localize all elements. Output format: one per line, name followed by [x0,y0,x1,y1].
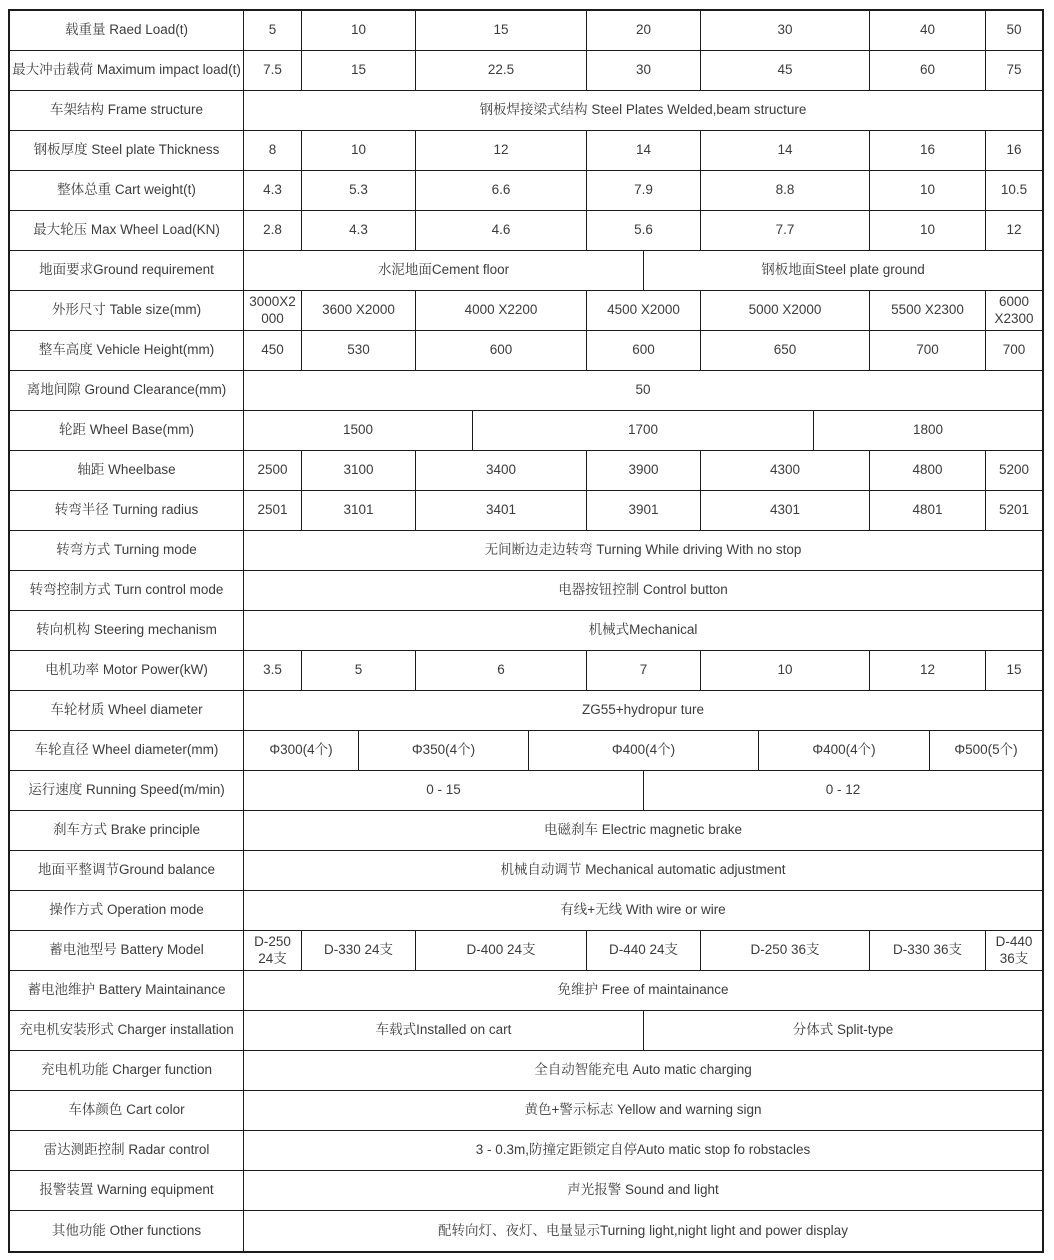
table-row-cart-color [10,1091,1042,1131]
table-row-operation-mode [10,891,1042,931]
spec-value: 机械自动调节 Mechanical automatic adjustment [500,862,786,878]
spec-value: 5000 X2000 [701,291,870,330]
spec-value: 有线+无线 With wire or wire [560,902,726,918]
spec-value: 30 [701,11,870,50]
table-row-frame-structure [10,91,1042,131]
spec-value: 3900 [587,451,701,490]
table-row-charger-function [10,1051,1042,1091]
spec-value: 10 [701,651,870,690]
spec-value: 钢板地面Steel plate ground [761,262,925,278]
row-label-turning-mode: 转弯方式 Turning mode [10,531,244,570]
spec-value: 650 [701,331,870,370]
table-row-wheelbase [10,451,1042,491]
spec-value: 电磁刹车 Electric magnetic brake [543,822,743,838]
spec-value: 0 - 15 [244,771,644,810]
spec-value: 3401 [416,491,587,530]
row-label-operation-mode: 操作方式 Operation mode [10,891,244,930]
spec-value: 30 [587,51,701,90]
table-row-turn-control-mode [10,571,1042,611]
specification-table [8,9,1044,1253]
spec-value: 6000 X2300 [994,293,1034,326]
spec-value: 14 [701,131,870,170]
row-label-running-speed: 运行速度 Running Speed(m/min) [10,771,244,810]
spec-value: D-400 24支 [416,931,587,970]
spec-value: 5 [244,11,302,50]
spec-value: 10 [302,131,416,170]
row-label-wheel-material: 车轮材质 Wheel diameter [10,691,244,730]
spec-value: 6 [416,651,587,690]
spec-value: 2500 [244,451,302,490]
spec-value: 4301 [701,491,870,530]
spec-value: 5201 [998,502,1030,518]
row-label-battery-maintainance: 蓄电池维护 Battery Maintainance [10,971,244,1010]
row-label-charger-function: 充电机功能 Charger function [10,1051,244,1090]
spec-value: 2501 [244,491,302,530]
spec-value: 1800 [912,422,944,438]
spec-value: 4.3 [302,211,416,250]
spec-value: 7.7 [701,211,870,250]
spec-value: D-440 36支 [995,933,1033,966]
spec-value: 3 - 0.3m,防撞定距锁定自停Auto matic stop fo robstacles [475,1142,811,1158]
spec-value: 16 [1006,142,1022,158]
row-label-rated-load: 载重量 Raed Load(t) [10,11,244,50]
spec-value: 4800 [870,451,986,490]
table-row-cart-weight [10,171,1042,211]
spec-value: 钢板焊接梁式结构 Steel Plates Welded,beam structure [479,102,807,118]
spec-value: 3901 [587,491,701,530]
spec-value: 600 [587,331,701,370]
table-row-battery-model [10,931,1042,971]
spec-value: 15 [1006,662,1022,678]
row-label-max-impact-load: 最大冲击载荷 Maximum impact load(t) [10,51,244,90]
spec-value: 2.8 [244,211,302,250]
spec-value: 700 [870,331,986,370]
row-label-wheel-base: 轮距 Wheel Base(mm) [10,411,244,450]
spec-value: 3101 [302,491,416,530]
spec-value: 12 [1006,222,1022,238]
spec-value: 分体式 Split-type [792,1022,894,1038]
spec-value: Φ300(4个) [244,731,359,770]
table-row-max-wheel-load [10,211,1042,251]
spec-value: 1500 [244,411,473,450]
row-label-table-size: 外形尺寸 Table size(mm) [10,291,244,330]
spec-value: 4801 [870,491,986,530]
table-row-radar-control [10,1131,1042,1171]
row-label-ground-balance: 地面平整调节Ground balance [10,851,244,890]
spec-value: D-330 24支 [302,931,416,970]
row-label-frame-structure: 车架结构 Frame structure [10,91,244,130]
spec-value: 声光报警 Sound and light [567,1182,719,1198]
spec-value: D-250 24支 [244,931,302,970]
spec-value: 水泥地面Cement floor [244,251,644,290]
row-label-ground-clearance: 离地间隙 Ground Clearance(mm) [10,371,244,410]
spec-value: 6.6 [416,171,587,210]
table-row-running-speed [10,771,1042,811]
spec-value: 7.5 [244,51,302,90]
table-row-max-impact-load [10,51,1042,91]
row-label-turn-control-mode: 转弯控制方式 Turn control mode [10,571,244,610]
spec-value: Φ400(4个) [529,731,759,770]
spec-value: 14 [587,131,701,170]
spec-value: 黄色+警示标志 Yellow and warning sign [524,1102,762,1118]
table-row-warning-equipment [10,1171,1042,1211]
spec-value: 4300 [701,451,870,490]
row-label-ground-requirement: 地面要求Ground requirement [10,251,244,290]
row-label-vehicle-height: 整车高度 Vehicle Height(mm) [10,331,244,370]
spec-value: 40 [870,11,986,50]
spec-value: 4.6 [416,211,587,250]
spec-value: 5.3 [302,171,416,210]
row-label-steering-mechanism: 转向机构 Steering mechanism [10,611,244,650]
spec-value: 10.5 [1000,182,1028,198]
spec-value: 机械式Mechanical [588,622,698,638]
table-row-table-size [10,291,1042,331]
spec-value: 20 [587,11,701,50]
row-label-other-functions: 其他功能 Other functions [10,1211,244,1251]
row-label-brake-principle: 刹车方式 Brake principle [10,811,244,850]
row-label-cart-color: 车体颜色 Cart color [10,1091,244,1130]
spec-value: 5500 X2300 [870,291,986,330]
row-label-radar-control: 雷达测距控制 Radar control [10,1131,244,1170]
spec-value: D-250 36支 [701,931,870,970]
table-row-wheel-diameter [10,731,1042,771]
spec-value: 3000X2000 [244,291,302,330]
spec-value: 45 [701,51,870,90]
spec-value: 16 [870,131,986,170]
spec-value: 车载式Installed on cart [244,1011,644,1050]
row-label-battery-model: 蓄电池型号 Battery Model [10,931,244,970]
row-label-cart-weight: 整体总重 Cart weight(t) [10,171,244,210]
table-row-ground-balance [10,851,1042,891]
spec-value: 50 [1006,22,1022,38]
spec-value: Φ500(5个) [954,742,1018,758]
spec-value: 3600 X2000 [302,291,416,330]
spec-value: 10 [870,171,986,210]
spec-value: 15 [416,11,587,50]
spec-value: Φ350(4个) [359,731,529,770]
spec-value: 75 [1006,62,1022,78]
row-label-charger-installation: 充电机安装形式 Charger installation [10,1011,244,1050]
spec-value: 3100 [302,451,416,490]
spec-value: 8.8 [701,171,870,210]
spec-value: 1700 [473,411,814,450]
table-row-steel-plate-thickness [10,131,1042,171]
table-row-vehicle-height [10,331,1042,371]
spec-value: 0 - 12 [825,782,861,798]
spec-value: 5.6 [587,211,701,250]
table-row-turning-radius [10,491,1042,531]
spec-value: 450 [244,331,302,370]
spec-value: ZG55+hydropur ture [582,702,704,718]
spec-value: 3400 [416,451,587,490]
row-label-wheel-diameter: 车轮直径 Wheel diameter(mm) [10,731,244,770]
spec-value: 10 [302,11,416,50]
spec-value: 50 [635,382,651,398]
spec-value: 10 [870,211,986,250]
table-row-ground-clearance [10,371,1042,411]
spec-value: 配转向灯、夜灯、电量显示Turning light,night light and power display [438,1222,848,1238]
spec-value: 7.9 [587,171,701,210]
spec-value: 60 [870,51,986,90]
spec-value: D-330 36支 [870,931,986,970]
table-row-motor-power [10,651,1042,691]
row-label-steel-plate-thickness: 钢板厚度 Steel plate Thickness [10,131,244,170]
spec-value: 5 [302,651,416,690]
spec-value: 4.3 [244,171,302,210]
table-row-charger-installation [10,1011,1042,1051]
spec-value: 12 [416,131,587,170]
spec-value: 8 [244,131,302,170]
spec-value: 530 [302,331,416,370]
spec-value: 7 [587,651,701,690]
table-row-ground-requirement [10,251,1042,291]
spec-value: 3.5 [244,651,302,690]
row-label-max-wheel-load: 最大轮压 Max Wheel Load(KN) [10,211,244,250]
spec-value: 全自动智能充电 Auto matic charging [534,1062,752,1078]
spec-value: Φ400(4个) [759,731,930,770]
spec-value: 免维护 Free of maintainance [557,982,729,998]
spec-value: 15 [302,51,416,90]
table-row-other-functions [10,1211,1042,1251]
spec-value: 4000 X2200 [416,291,587,330]
spec-value: 电器按钮控制 Control button [558,582,728,598]
table-row-turning-mode [10,531,1042,571]
table-row-wheel-material [10,691,1042,731]
spec-value: 5200 [998,462,1030,478]
spec-value: 600 [416,331,587,370]
table-row-brake-principle [10,811,1042,851]
spec-value: 4500 X2000 [587,291,701,330]
row-label-motor-power: 电机功率 Motor Power(kW) [10,651,244,690]
row-label-turning-radius: 转弯半径 Turning radius [10,491,244,530]
spec-value: 无间断边走边转弯 Turning While driving With no stop [484,542,802,558]
table-row-battery-maintainance [10,971,1042,1011]
spec-value: 12 [870,651,986,690]
spec-value: D-440 24支 [587,931,701,970]
table-row-wheel-base [10,411,1042,451]
table-row-steering-mechanism [10,611,1042,651]
table-row-rated-load [10,11,1042,51]
spec-value: 700 [1002,342,1026,358]
spec-value: 22.5 [416,51,587,90]
row-label-warning-equipment: 报警装置 Warning equipment [10,1171,244,1210]
row-label-wheelbase: 轴距 Wheelbase [10,451,244,490]
